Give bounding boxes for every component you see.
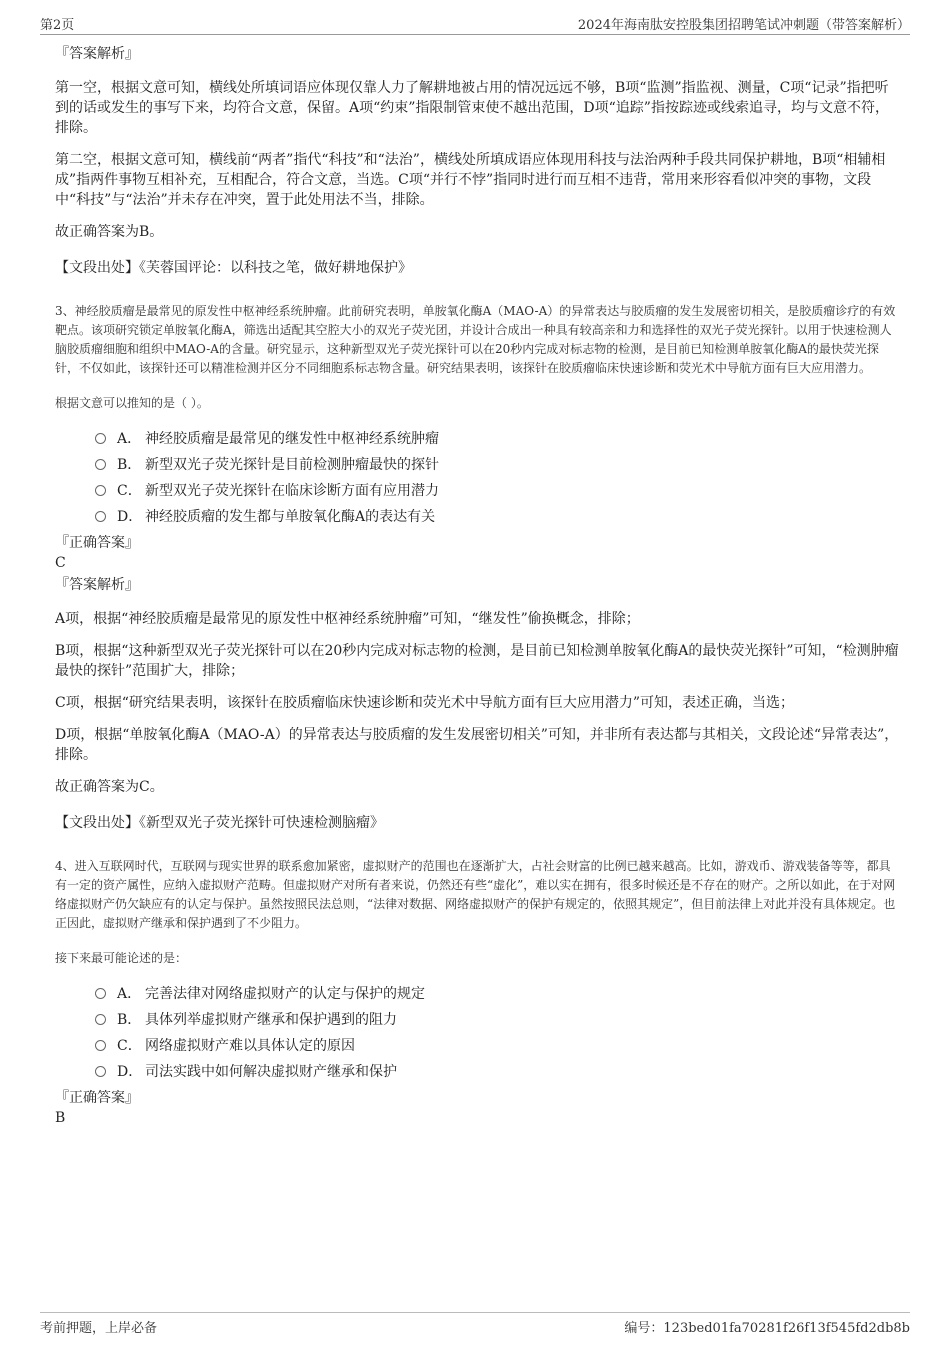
radio-icon[interactable] xyxy=(95,459,106,470)
options-list xyxy=(55,982,900,1086)
radio-icon[interactable] xyxy=(95,1014,106,1025)
options-list xyxy=(55,427,900,531)
answer-conclusion: 故正确答案为C。 xyxy=(55,779,164,795)
option-d[interactable]: D． 司法实践中如何解决虚拟财产继承和保护 xyxy=(55,1060,900,1086)
option-c[interactable]: C． 新型双光子荧光探针在临床诊断方面有应用潜力 xyxy=(55,479,900,505)
passage-source: 【文段出处】《新型双光子荧光探针可快速检测脑瘤》 xyxy=(55,815,384,831)
correct-answer-label: 『正确答案』 xyxy=(55,535,139,551)
radio-icon[interactable] xyxy=(95,1040,106,1051)
option-c[interactable]: C． 网络虚拟财产难以具体认定的原因 xyxy=(55,1034,900,1060)
analysis-paragraph: A项，根据“神经胶质瘤是最常见的原发性中枢神经系统肿瘤”可知，“继发性”偷换概念，排除； xyxy=(55,611,640,627)
correct-answer: B xyxy=(55,1110,66,1126)
question-prompt: 接下来最可能论述的是： xyxy=(55,951,188,965)
analysis-paragraph: 第二空，根据文意可知，横线前“两者”指代“科技”和“法治”，横线处所填成语应体现用科技与法治两种手段共同保护耕地，B项“相辅相成”指两件事物互相补充，互相配合，符合文意，当选。C项“并行不悖”指同时进行而互相不违背，常用来形容看似冲突的事物，文段中“科技”与“法治”并未存在冲突，置于此处用法不当，排除。 xyxy=(55,152,886,208)
question-prompt: 根据文意可以推知的是（ ）。 xyxy=(55,396,209,410)
passage-source: 【文段出处】《芙蓉国评论：以科技之笔，做好耕地保护》 xyxy=(55,260,412,276)
option-b[interactable]: B． 具体列举虚拟财产继承和保护遇到的阻力 xyxy=(55,1008,900,1034)
radio-icon[interactable] xyxy=(95,1066,106,1077)
analysis-paragraph: C项，根据“研究结果表明，该探针在胶质瘤临床快速诊断和荧光术中导航方面有巨大应用潜力”可知，表述正确，当选； xyxy=(55,695,795,711)
correct-answer: C xyxy=(55,555,66,571)
question-passage: 4、进入互联网时代，互联网与现实世界的联系愈加紧密，虚拟财产的范围也在逐渐扩大，占社会财富的比例已越来越高。比如，游戏币、游戏装备等等，都具有一定的资产属性，应纳入虚拟财产范畴。但虚拟财产对所有者来说，仍然还有些“虚化”，难以实在拥有，很多时候还是不存在的财产。之所以如此，在于对网络虚拟财产仍欠缺应有的认定与保护。虽然按照民法总则，“法律对数据、网络虚拟财产的保护有规定的，依照其规定”，但目前法律上对此并没有具体规定。也正因此，虚拟财产继承和保护遇到了不少阻力。 xyxy=(55,859,896,930)
analysis-paragraph: D项，根据“单胺氧化酶A（MAO-A）的异常表达与胶质瘤的发生发展密切相关”可知，并非所有表达都与其相关，文段论述“异常表达”，排除。 xyxy=(55,727,899,763)
radio-icon[interactable] xyxy=(95,988,106,999)
page-header xyxy=(40,12,910,35)
analysis-paragraph: B项，根据“这种新型双光子荧光探针可以在20秒内完成对标志物的检测，是目前已知检测单胺氧化酶A的最快荧光探针”可知，“检测肿瘤最快的探针”范围扩大，排除； xyxy=(55,643,899,679)
document-title: 2024年海南肽安控股集团招聘笔试冲刺题（带答案解析） xyxy=(577,18,910,33)
radio-icon[interactable] xyxy=(95,433,106,444)
footer-slogan: 考前押题，上岸必备 xyxy=(40,1321,158,1336)
option-a[interactable]: A． 完善法律对网络虚拟财产的认定与保护的规定 xyxy=(55,982,900,1008)
analysis-paragraph: 第一空，根据文意可知，横线处所填词语应体现仅靠人力了解耕地被占用的情况远远不够，B项“监测”指监视、测量，C项“记录”指把听到的话或发生的事写下来，均符合文意，保留。A项“约束”指限制管束使不越出范围，D项“追踪”指按踪迹或线索追寻，均与文意不符，排除。 xyxy=(55,80,889,136)
document-id: 编号：123bed01fa70281f26f13f545fd2db8b xyxy=(624,1321,910,1336)
answer-analysis-label: 『答案解析』 xyxy=(55,46,139,62)
question-passage: 3、神经胶质瘤是最常见的原发性中枢神经系统肿瘤。此前研究表明，单胺氧化酶A（MAO-A）的异常表达与胶质瘤的发生发展密切相关，是胶质瘤诊疗的有效靶点。该项研究锁定单胺氧化酶A，筛选出适配其空腔大小的双光子荧光团，并设计合成出一种具有较高亲和力和选择性的双光子荧光探针。以用于快速检测人脑胶质瘤细胞和组织中MAO-A的含量。研究显示，这种新型双光子荧光探针可以在20秒内完成对标志物的检测，是目前已知检测单胺氧化酶A的最快荧光探针，不仅如此，该探针还可以精准检测并区分不同细胞系标志物含量。研究结果表明，该探针在胶质瘤临床快速诊断和荧光术中导航方面有巨大应用潜力。 xyxy=(55,304,896,375)
page-number: 第2页 xyxy=(40,18,75,33)
option-a[interactable]: A． 神经胶质瘤是最常见的继发性中枢神经系统肿瘤 xyxy=(55,427,900,453)
answer-analysis-label: 『答案解析』 xyxy=(55,577,139,593)
radio-icon[interactable] xyxy=(95,511,106,522)
radio-icon[interactable] xyxy=(95,485,106,496)
option-b[interactable]: B． 新型双光子荧光探针是目前检测肿瘤最快的探针 xyxy=(55,453,900,479)
correct-answer-label: 『正确答案』 xyxy=(55,1090,139,1106)
document-body xyxy=(55,44,900,1128)
page-footer xyxy=(40,1312,910,1335)
option-d[interactable]: D． 神经胶质瘤的发生都与单胺氧化酶A的表达有关 xyxy=(55,505,900,531)
answer-conclusion: 故正确答案为B。 xyxy=(55,224,164,240)
